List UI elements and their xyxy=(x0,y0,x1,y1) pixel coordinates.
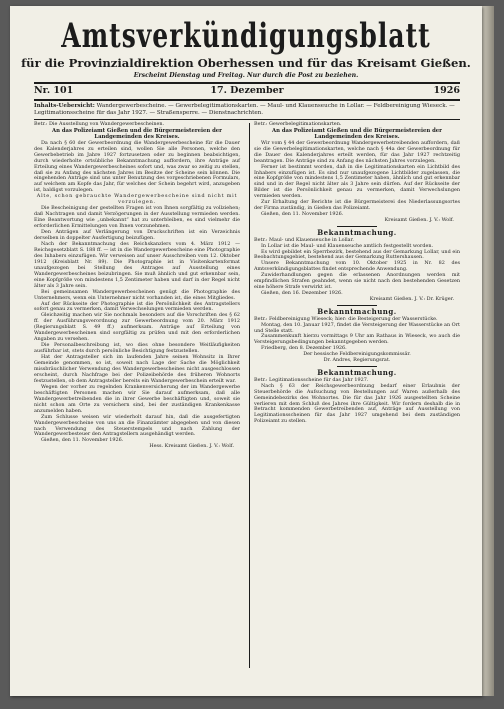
paragraph: Wegen der vorher zu regelnden Krankenversicherung der im Wandergewerbe beschäftigten Personen machen wir Sie darauf aufmerksam, daß alle Wandergewerbetreibenden die in ihrer Gewerbe beschäftigten und, soweit sie nicht schon am Orte zu versichern sind, bei der zuständigen Krankenkasse anzumelden haben. xyxy=(34,383,240,414)
paragraph: Unsere Bekanntmachung vom 10. Oktober 1925 in Nr. 82 des Amtsverkündigungsblattes findet entsprechende Anwendung. xyxy=(254,260,460,273)
notice-subject: Betr.: Gewerbelegitimationskarten. xyxy=(254,121,342,127)
paragraph: Da nach § 60 der Gewerbeordnung die Wandergewerbescheine für die Dauer des Kalenderjahres zu erteilen sind, wollen Sie alle Personen, welche den Gewerbebetrieb im Jahre 1927 fortzusetzen oder zu beginnen beabsichtigen, durch wiederholte ortsübliche Bekanntmachung auffordern, ihre Anträge auf Erteilung eines Wandergewerbescheines sofort und, was zwar so zeitig zu stellen, daß sie zu Anfang des nächsten Jahres im Besitze der Scheine sein können. Die eingehenden Anträge sind uns unter Benutzung des vorgeschriebenen Formulars, auf welchem am Kopfe das Jahr, für welches der Schein begehrt wird, anzugeben ist, baldigst vorzulegen. xyxy=(34,139,240,194)
notice-addressee: An das Polizeiamt Gießen und die Bürgermeistereien der Landgemeinden des Kreises. xyxy=(272,127,442,141)
left-column xyxy=(34,122,240,450)
notice-subject: Betr.: Maul- und Klauenseuche in Lollar. xyxy=(254,236,354,243)
paragraph: Zur Erhaltung der Berichte ist die Bürgermeisterei des Niederlassungsortes der Firma zuständig, in Gießen das Polizeiamt. xyxy=(254,199,460,212)
header-rule-top xyxy=(34,82,460,84)
paragraph: Montag, den 10. Januar 1927, findet die Versteigerung der Wasserstücke an Ort und Stelle statt. xyxy=(254,321,460,334)
publication-schedule: Erscheint Dienstag und Freitag. Nur durch die Post zu beziehen. xyxy=(133,72,359,79)
notice-place-date: Gießen, den 11. November 1926. xyxy=(261,211,344,218)
section-divider xyxy=(337,366,377,367)
notice-place-date: Gießen, den 16. Dezember 1926. xyxy=(261,290,343,297)
issue-line xyxy=(34,85,460,99)
paragraph: Es wird gebildet ein Sperrbezirk, bestehend aus der Gemarkung Lollar, und ein Beobachtungsgebiet, bestehend aus der Gemarkung Ruttershausen. xyxy=(254,248,460,261)
toc-rule xyxy=(34,119,460,120)
paragraph: Zuwiderhandlungen gegen die erlassenen Anordnungen werden mit empfindlichen Strafen geahndet, wenn sie nicht nach den bestehenden Gesetzen eine höhere Strafe verwirkt ist. xyxy=(254,272,460,291)
right-column xyxy=(254,122,460,425)
notice-subject: Betr.: Feldbereinigung Wieseck; hier: die Besteigerung der Wasserstücke. xyxy=(254,315,438,322)
paragraph: Ferner ist bestimmt worden, daß in die Legitimationskarten ein Lichtbild des Inhabers einzufügen ist. Es sind nur unaufgezogene Lichtbilder zugelassen, die eine Kopfgröße von mindestens 1,5 Zentimeter haben, ähnlich und gut erkennbar sind und in der Regel nicht älter als 3 Jahre sein dürfen. Auf der Rückseite der Bilder ist die Persönlichkeit genau zu vermerken, damit Verwechslungen vermieden werden. xyxy=(254,163,460,200)
notice-signature: Der hessische Feldbereinigungskommissär. xyxy=(303,351,411,358)
notice-signature: Dr. Andres, Regierungsrat. xyxy=(323,357,391,364)
issue-year: 1926 xyxy=(433,85,460,96)
notice-subject: Betr.: Die Ausstellung von Wandergewerbescheinen. xyxy=(34,121,165,127)
section-heading: Bekanntmachung. xyxy=(317,228,397,238)
notice-signature: Kreisamt Gießen. J. V.: Wolf. xyxy=(384,217,454,224)
paragraph: Die Personalbeschreibung ist, wo dies ohne besondere Weitläufigkeiten ausführbar ist, stets durch persönliche Besichtigung festzustellen. xyxy=(34,342,240,355)
column-divider xyxy=(249,123,250,668)
paragraph: Den Anträgen auf Verlängerung von Druckschriften ist ein Verzeichnis derselben in doppelter Ausfertigung beizufügen. xyxy=(34,229,240,242)
section-heading: Bekanntmachung. xyxy=(317,368,397,378)
paragraph: Wir vom § 44 der Gewerbeordnung Wandergewerbetreibenden auffordern, daß sie die Gewerbelegitimationskarten, welche nach § 44a der Gewerbeordnung für die Dauer des Kalenderjahres erteilt werden, für das Jahr 1927 rechtzeitig beantragen. Die Anträge sind zu Anfang des nächsten Jahres vorzulegen. xyxy=(254,139,460,164)
header-rule-bottom xyxy=(34,99,460,101)
paragraph: Gleichzeitig machen wir Sie nochmals besonders auf die Vorschriften des § 62 ff. der Ausführungsverordnung zur Gewerbeordnung vom 20. März 1912 (Regierungsblatt S. 49 ff.) aufmerksam. Anträge auf Erteilung von Wandergewerbescheinen sind sorgfältig zu prüfen und mit den erforderlichen Angaben zu versehen. xyxy=(34,312,240,343)
masthead-title: Amtsverkündigungsblatt xyxy=(61,16,431,56)
section-divider xyxy=(337,305,377,306)
paragraph: Hat der Antragsteller sich im laufenden Jahre seinen Wohnsitz in Ihrer Gemeinde genommen, so ist, soweit nach Lage der Sache die Möglichkeit missbräuchlicher Verwendung des Wandergewerbescheines nicht ausgeschlossen erscheint, durch Nachfrage bei der Polizeibehörde des früheren Wohnorts festzustellen, ob dem Antragsteller bereits ein Wandergewerbeschein erteilt war. xyxy=(34,354,240,384)
section-heading: Bekanntmachung. xyxy=(317,307,397,317)
toc-text: Wandergewerbescheine. — Gewerbelegitimationskarten. — Maul- und Klauenseuche in Lollar. — Feldbereinigung Wieseck. — Legitimationsscheine für das Jahr 1927. — Straßensperre. — Dienstnachrichten. xyxy=(34,103,455,116)
notice-place-date: Gießen, den 11. November 1926. xyxy=(41,437,124,444)
issue-number: Nr. 101 xyxy=(34,85,74,96)
notice-signature: Hess. Kreisamt Gießen. J. V.: Wolf. xyxy=(149,443,234,450)
notice-subject: Betr.: Legitimationsscheine für das Jahr 1927. xyxy=(254,376,369,383)
paragraph: In Lollar ist die Maul- und Klauenseuche amtlich festgestellt worden. xyxy=(261,242,434,249)
paragraph: Die Bescheinigung der gestellten Fragen ist von Ihnen sorgfältig zu vollziehen; daß Nachtragen und damit Verzögerungen in der Ausstellung vermieden werden. Eine Beantwortung wie „unbekannt“ hat zu unterbleiben, es sind vielmehr die erforderlichen Ermittelungen von Ihnen vorzunehmen. xyxy=(34,205,240,230)
paragraph: Nach der Bekanntmachung des Reichskanzlers vom 4. März 1912 — Reichsgesetzblatt S. 188 ff. — ist in die Wandergewerbescheine eine Photographie des Inhabers einzufügen. Wir verweisen auf unser Ausschreiben vom 12. Oktober 1912 (Kreisblatt Nr. 89). Die Photographie ist in Visitenkartenformat unaufgezogen bei Stellung des Antrages auf Ausstellung eines Wandergewerbescheines beizubringen. Sie muß ähnlich und gut erkennbar sein, eine Kopfgröße von mindestens 1,5 Zentimeter haben und darf in der Regel nicht älter als 3 Jahre sein. xyxy=(34,240,240,289)
paragraph: Zusammenkunft hierzu vormittags 9 Uhr am Rathaus in Wieseck, wo auch die Versteigerungsbedingungen bekanntgegeben werden. xyxy=(254,333,460,346)
notice-signature: Kreisamt Gießen. J. V.: Dr. Krüger. xyxy=(369,296,454,303)
notice-place-date: Friedberg, den 8. Dezember 1926. xyxy=(261,345,347,352)
paragraph: Zum Schlusse weisen wir wiederholt darauf hin, daß die ausgefertigten Wandergewerbescheine von uns an die Finanzämter abgegeben und von diesen nach Verwendung des Steuerstempels und nach Zahlung der Wandergewerbesteuer den Antragstellern ausgehändigt werden. xyxy=(34,413,240,438)
notice-addressee: An das Polizeiamt Gießen und die Bürgermeistereien der Landgemeinden des Kreises. xyxy=(52,127,222,141)
toc-label: Inhalts-Uebersicht: xyxy=(34,103,95,109)
issue-date: 17. Dezember xyxy=(210,85,284,96)
section-divider xyxy=(337,226,377,227)
newspaper-page xyxy=(10,6,482,696)
table-of-contents xyxy=(34,103,460,117)
paragraph-emphasis: Alte, schon gebrauchte Wandergewerbescheine sind nicht mit vorzulegen. xyxy=(36,193,238,206)
book-spine-edge xyxy=(482,6,494,696)
paragraph: Nach § 63 der Reichsgewerbeordnung bedarf einer Erlaubnis der Steuerbehörde die Aufsuchung von Bestellungen auf Waren außerhalb des Gemeindebezirks des Wohnortes. Die für das Jahr 1926 ausgestellten Scheine verlieren mit dem Schluß des Jahres ihre Gültigkeit. Wir fordern deshalb die in Betracht kommenden Gewerbetreibenden auf, Anträge auf Ausstellung von Legitimationsscheinen für das Jahr 1927 umgehend bei dem zuständigen Polizeiamt zu stellen. xyxy=(254,382,460,425)
paragraph: Auf der Rückseite der Photographie ist die Persönlichkeit des Antragstellers sofort genau zu vermerken, damit Verwechselungen vermieden werden. xyxy=(34,300,240,313)
paragraph: Bei gemeinsamen Wandergewerbescheinen genügt die Photographie des Unternehmers, wenn ein Unternehmer nicht vorhanden ist, die eines Mitgliedes. xyxy=(34,288,240,301)
masthead-subtitle: für die Provinzialdirektion Oberhessen und für das Kreisamt Gießen. xyxy=(21,56,471,70)
